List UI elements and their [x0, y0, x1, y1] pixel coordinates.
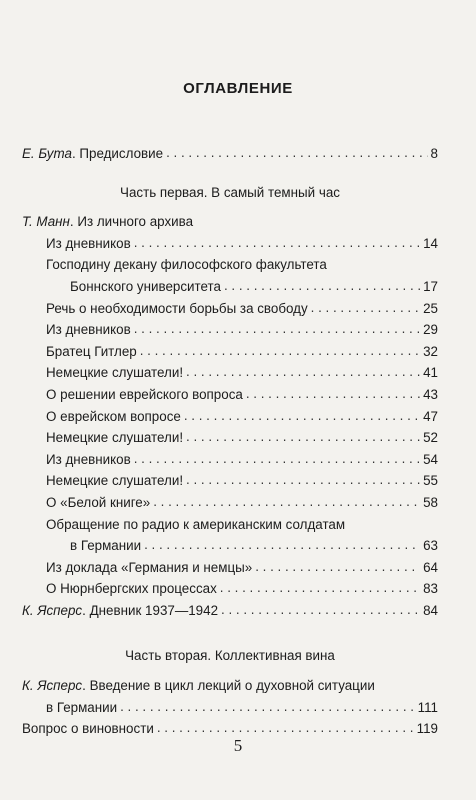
leader-dots: [140, 340, 420, 362]
toc-entry-author: К. Ясперс: [22, 602, 83, 618]
toc-entry-title: Из доклада «Германия и немцы»: [46, 559, 253, 575]
leader-dots: [224, 275, 420, 297]
leader-dots: [134, 232, 420, 254]
toc-entry-title: Господину декану философского факультета: [46, 257, 327, 273]
toc-entry-title: Из дневников: [46, 451, 131, 467]
toc-entry[interactable]: [22, 384, 438, 406]
toc-entry-title: Боннского университета: [70, 278, 221, 294]
toc-entry-title: Вопрос о виновности: [22, 721, 154, 737]
toc-entry[interactable]: [22, 557, 438, 579]
leader-dots: [184, 405, 420, 427]
leader-dots: [186, 426, 420, 448]
toc-entry[interactable]: [22, 514, 438, 536]
toc-entry-title: Братец Гитлер: [46, 343, 137, 359]
toc-entry[interactable]: [22, 427, 438, 449]
toc-entry-author: К. Ясперс: [22, 678, 83, 694]
toc-entry-author: Е. Бута: [22, 146, 72, 161]
leader-dots: [221, 599, 420, 621]
toc-entry-jaspers-diary[interactable]: [22, 600, 438, 622]
toc-entry-title: Немецкие слушатели!: [46, 365, 184, 381]
toc-page-number: 41: [423, 365, 438, 381]
toc-entry-jaspers-intro[interactable]: [22, 675, 438, 697]
toc-entry[interactable]: [22, 578, 438, 600]
toc-entry-continuation[interactable]: [22, 535, 438, 557]
toc-entry-title: Речь о необходимости борьбы за свободу: [46, 300, 308, 316]
toc-entry[interactable]: [22, 362, 438, 384]
toc-page-number: 29: [423, 322, 438, 338]
toc-page-number: 17: [423, 278, 438, 294]
toc-entry-title: Немецкие слушатели!: [46, 473, 184, 489]
toc-entry-title: . Дневник 1937—1942: [82, 602, 219, 618]
leader-dots: [120, 696, 415, 718]
toc-page-number: 43: [423, 386, 438, 402]
leader-dots: [144, 534, 420, 556]
leader-dots: [134, 448, 420, 470]
toc-entry[interactable]: [22, 341, 438, 363]
toc-entry[interactable]: [22, 470, 438, 492]
toc-entry-author: Т. Манн: [22, 214, 70, 230]
toc-entry-title: в Германии: [46, 699, 118, 715]
toc-page-number: 52: [423, 430, 438, 446]
toc-page-number: 58: [423, 494, 438, 510]
toc-entry-continuation[interactable]: [22, 697, 438, 719]
toc-entry-title: Немецкие слушатели!: [46, 430, 184, 446]
toc-entry-text: [22, 143, 163, 165]
toc-page-number: 32: [423, 343, 438, 359]
toc-entry[interactable]: [22, 254, 438, 276]
toc-page-number: 64: [423, 559, 438, 575]
leader-dots: [311, 297, 420, 319]
toc-entry[interactable]: [22, 298, 438, 320]
toc-entry-continuation[interactable]: [22, 276, 438, 298]
toc-page-number: 25: [423, 300, 438, 316]
toc-entry[interactable]: [22, 406, 438, 428]
leader-dots: [153, 491, 420, 513]
toc-page-number: 111: [417, 699, 438, 715]
toc-entry-title: О «Белой книге»: [46, 494, 151, 510]
toc-entry-title: Из дневников: [46, 322, 131, 338]
leader-dots: [186, 469, 420, 491]
toc-page-number: 63: [423, 538, 438, 554]
toc-entry-title: Из дневников: [46, 235, 131, 251]
toc-entry-title: в Германии: [70, 538, 142, 554]
toc-page-number: 54: [423, 451, 438, 467]
part-heading-2: Часть вторая. Коллективная вина: [125, 648, 335, 664]
toc-entry-title: О Нюрнбергских процессах: [46, 581, 217, 597]
leader-dots: [166, 142, 427, 164]
toc-entry-title: О еврейском вопросе: [46, 408, 181, 424]
toc-page-number: 119: [416, 721, 438, 737]
page-title: ОГЛАВЛЕНИЕ: [183, 80, 293, 97]
toc-entry-title: . Из личного архива: [69, 214, 194, 230]
page-folio-number: 5: [233, 736, 243, 755]
leader-dots: [255, 556, 420, 578]
leader-dots: [134, 318, 420, 340]
toc-entry-title: Обращение по радио к американским солдатам: [46, 516, 346, 532]
leader-dots: [186, 361, 420, 383]
toc-page-number: 55: [423, 473, 438, 489]
part1-entries: [22, 233, 438, 600]
toc-entry[interactable]: [22, 319, 438, 341]
toc-entry-preface[interactable]: [22, 143, 438, 165]
toc-entry[interactable]: [22, 492, 438, 514]
toc-page-number: 47: [423, 408, 438, 424]
toc-page-number: 84: [423, 602, 438, 618]
toc-page-number: 14: [423, 235, 438, 251]
table-of-contents: [22, 143, 438, 740]
leader-dots: [246, 383, 420, 405]
part-heading-1: Часть первая. В самый темный час: [120, 184, 340, 200]
toc-entry[interactable]: [22, 233, 438, 255]
toc-page-number: 83: [423, 581, 438, 597]
toc-entry[interactable]: [22, 449, 438, 471]
leader-dots: [220, 577, 420, 599]
toc-entry-title: . Предисловие: [71, 146, 164, 161]
toc-entry-title: . Введение в цикл лекций о духовной ситуации: [82, 678, 375, 694]
toc-page-number: 8: [430, 146, 438, 161]
toc-author-line-mann: [22, 211, 438, 233]
toc-entry-title: О решении еврейского вопроса: [46, 386, 243, 402]
